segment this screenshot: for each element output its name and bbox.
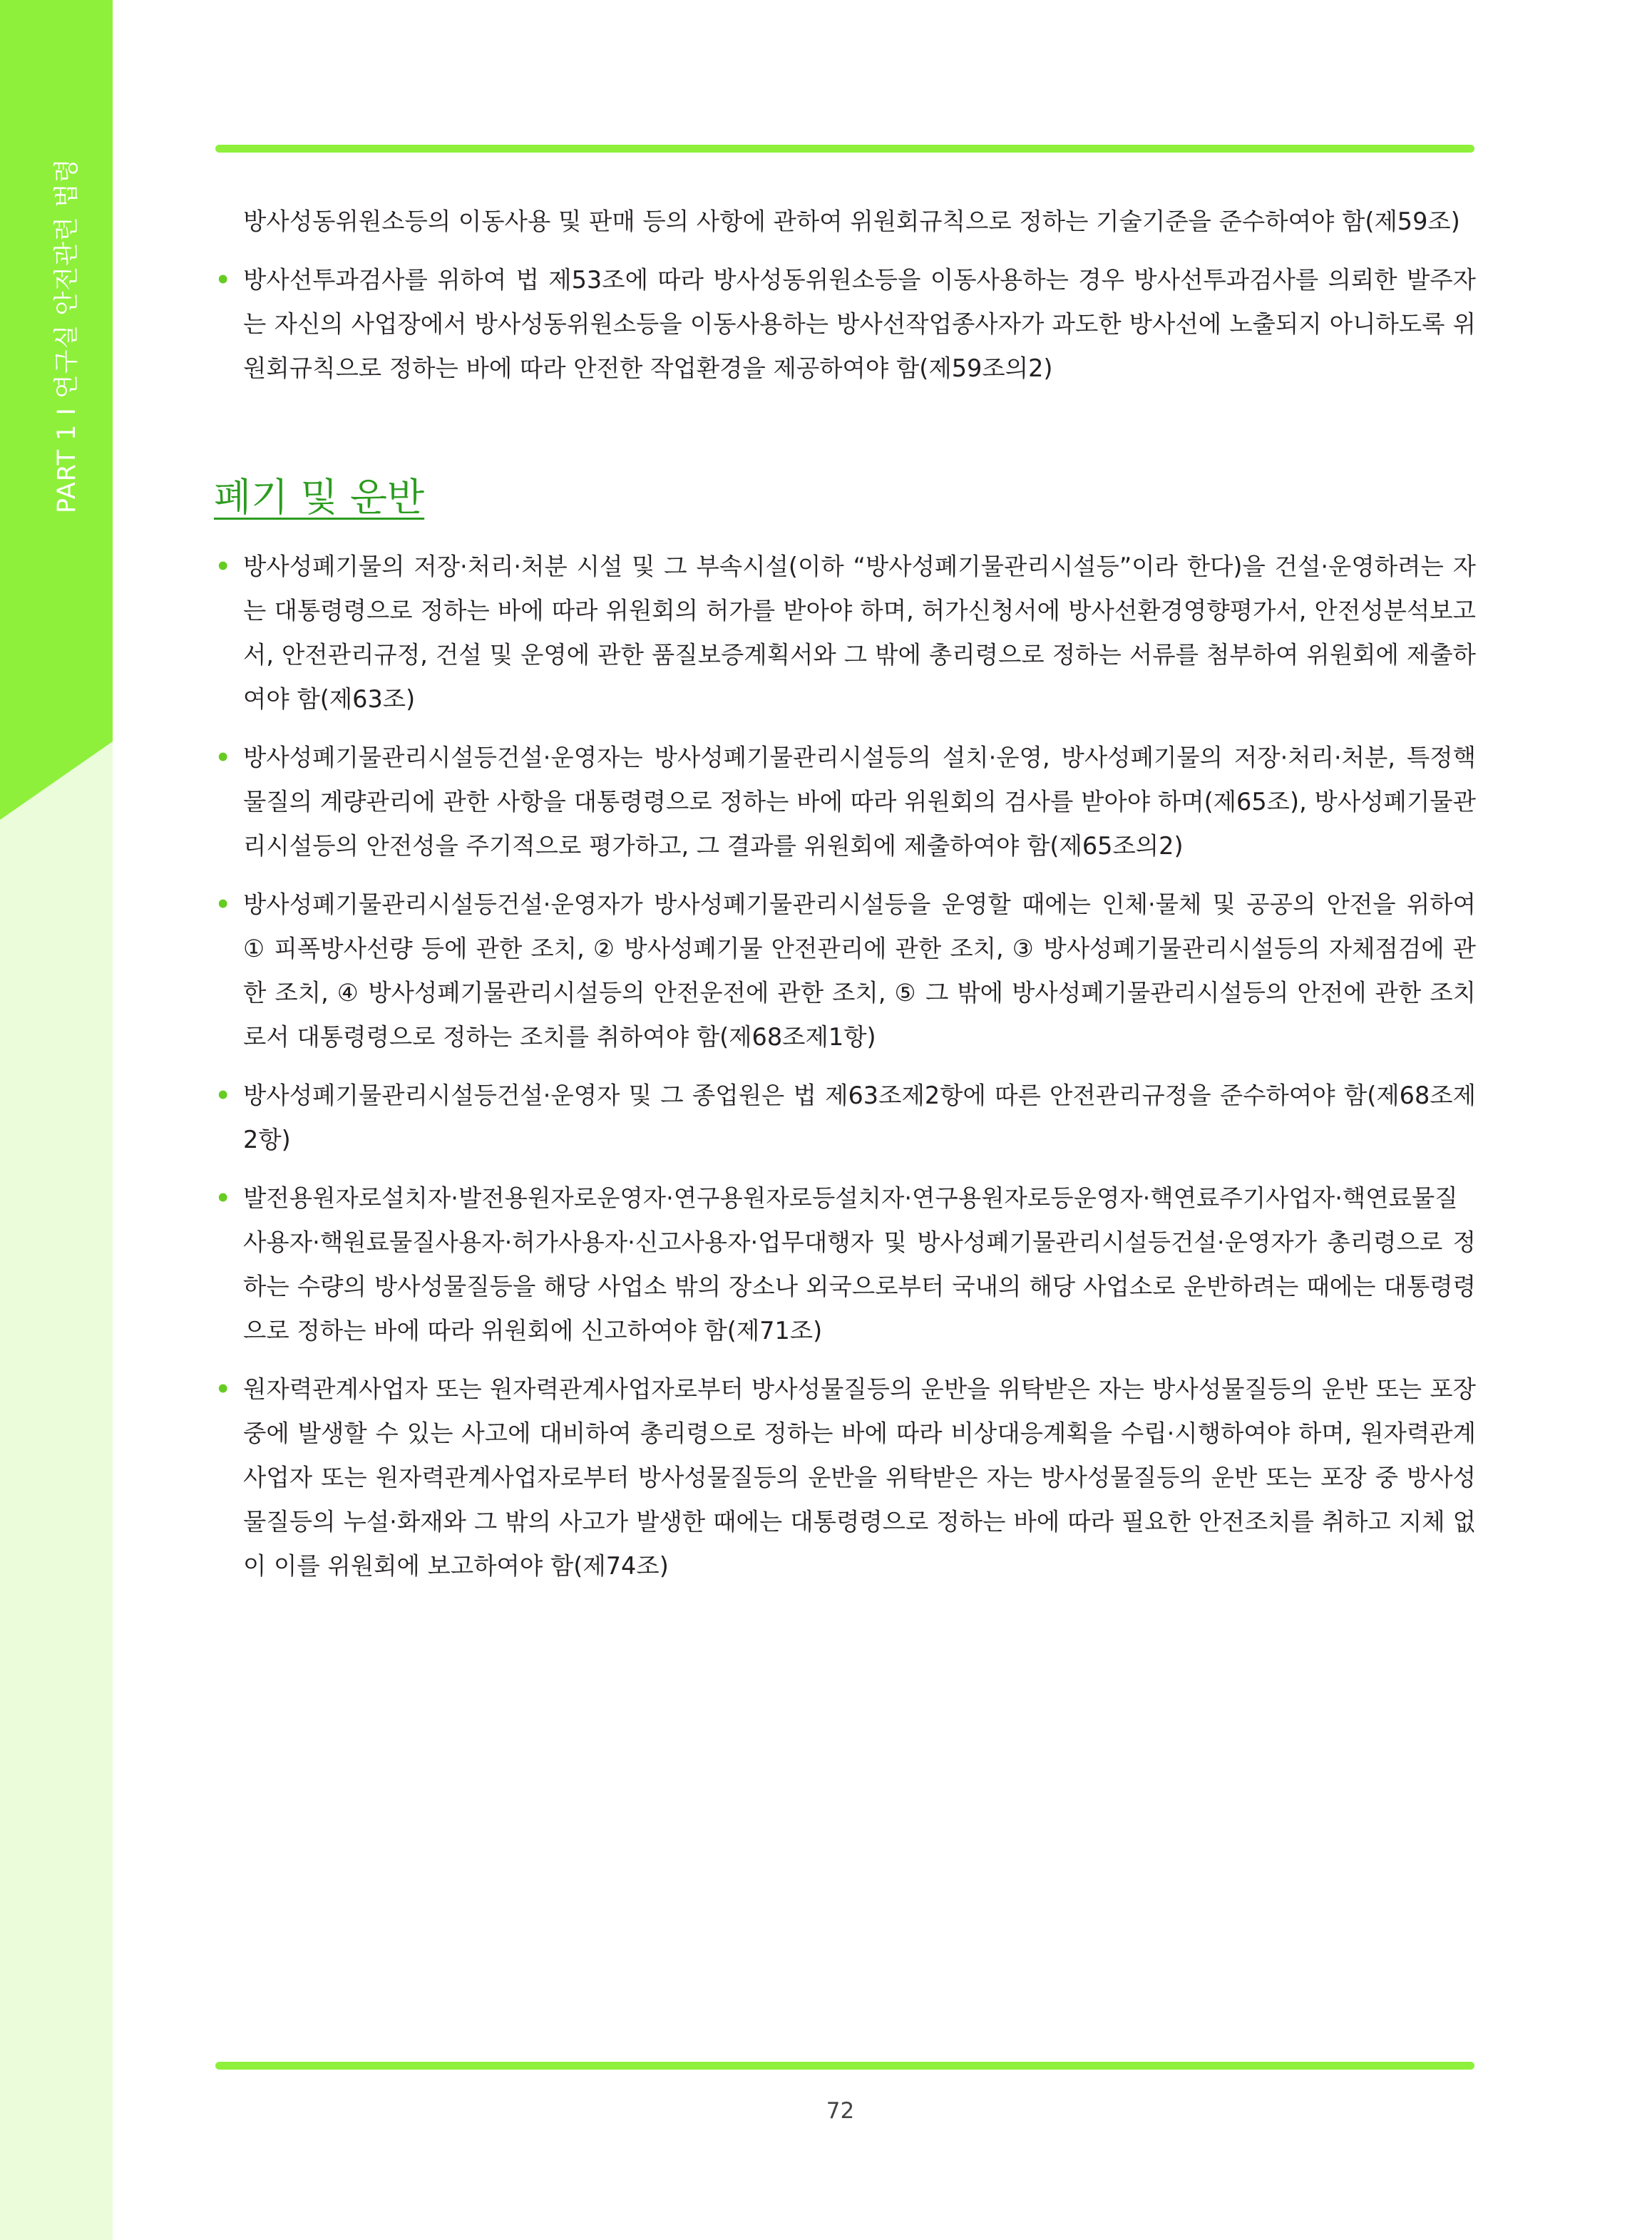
section-heading: 폐기 및 운반 — [214, 475, 425, 520]
bullet-text: 원자력관계사업자 또는 원자력관계사업자로부터 방사성물질등의 운반을 위탁받은 자는 방사성물질등의 운반 또는 포장 중에 발생할 수 있는 사고에 대비하여 총리령으로 정하는 바에 따라 비상대응계획을 수립·시행하여야 하며, 원자력관계사업자 또는 원자력관계사업자로부터 방사성물질등의 운반을 위탁받은 자는 방사성물질등의 운반 또는 포장 중 방사성물질등의 누설·화재와 그 밖의 사고가 발생한 때에는 대통령령으로 정하는 바에 따라 필요한 안전조치를 취하고 지체 없이 이를 위원회에 보고하여야 함(제74조) — [243, 1375, 1476, 1580]
bullet-text: 발전용원자로설치자·발전용원자로운영자·연구용원자로등설치자·연구용원자로등운영자·핵연료주기사업자·핵연료물질사용자·핵원료물질사용자·허가사용자·신고사용자·업무대행자 및 방사성폐기물관리시설등건설·운영자가 총리령으로 정하는 수량의 방사성물질등을 해당 사업소 밖의 장소나 외국으로부터 국내의 해당 사업소로 운반하려는 때에는 대통령령으로 정하는 바에 따라 위원회에 신고하여야 함(제71조) — [243, 1184, 1476, 1345]
bullet-item — [214, 1367, 1476, 1588]
bullet-item — [214, 883, 1476, 1059]
bullet-icon: • — [215, 1082, 231, 1109]
page-number: 72 — [826, 2098, 855, 2124]
bullet-icon: • — [215, 266, 231, 294]
page-content — [214, 200, 1476, 1588]
bullet-text: 방사성폐기물의 저장·처리·처분 시설 및 그 부속시설(이하 “방사성폐기물관리시설등”이라 한다)을 건설·운영하려는 자는 대통령령으로 정하는 바에 따라 위원회의 허가를 받아야 하며, 허가신청서에 방사선환경영향평가서, 안전성분석보고서, 안전관리규정, 건설 및 운영에 관한 품질보증계획서와 그 밖에 총리령으로 정하는 서류를 첨부하여 위원회에 제출하여야 함(제63조) — [243, 553, 1476, 713]
bullet-text: 방사성폐기물관리시설등건설·운영자 및 그 종업원은 법 제63조제2항에 따른 안전관리규정을 준수하여야 함(제68조제2항) — [243, 1082, 1476, 1154]
bullet-item — [214, 258, 1476, 391]
bullet-icon: • — [215, 890, 231, 918]
bullet-icon: • — [215, 553, 231, 580]
intro-paragraph — [214, 200, 1476, 244]
bullet-icon: • — [215, 1375, 231, 1403]
bullet-text: 방사선투과검사를 위하여 법 제53조에 따라 방사성동위원소등을 이동사용하는 경우 방사선투과검사를 의뢰한 발주자는 자신의 사업장에서 방사성동위원소등을 이동사용하는 방사선작업종사자가 과도한 방사선에 노출되지 아니하도록 위원회규칙으로 정하는 바에 따라 안전한 작업환경을 제공하여야 함(제59조의2) — [243, 266, 1476, 382]
bullet-item — [214, 545, 1476, 721]
bottom-divider — [215, 2062, 1474, 2070]
bullet-icon: • — [215, 744, 231, 771]
part-label: PART 1 Ⅰ 연구실 안전관련 법령 — [53, 158, 81, 513]
bullet-text: 방사성폐기물관리시설등건설·운영자는 방사성폐기물관리시설등의 설치·운영, 방사성폐기물의 저장·처리·처분, 특정핵물질의 계량관리에 관한 사항을 대통령령으로 정하는 바에 따라 위원회의 검사를 받아야 하며(제65조), 방사성폐기물관리시설등의 안전성을 주기적으로 평가하고, 그 결과를 위원회에 제출하여야 함(제65조의2) — [243, 744, 1476, 860]
bullet-item — [214, 1074, 1476, 1162]
bullet-item — [214, 736, 1476, 868]
paragraph-text: 방사성동위원소등의 이동사용 및 판매 등의 사항에 관하여 위원회규칙으로 정하는 기술기준을 준수하여야 함(제59조) — [243, 207, 1460, 235]
top-divider — [215, 145, 1474, 153]
bullet-text: 방사성폐기물관리시설등건설·운영자가 방사성폐기물관리시설등을 운영할 때에는 인체·물체 및 공공의 안전을 위하여 ① 피폭방사선량 등에 관한 조치, ② 방사성폐기물 안전관리에 관한 조치, ③ 방사성폐기물관리시설등의 자체점검에 관한 조치, ④ 방사성폐기물관리시설등의 안전운전에 관한 조치, ⑤ 그 밖에 방사성폐기물관리시설등의 안전에 관한 조치로서 대통령령으로 정하는 조치를 취하여야 함(제68조제1항) — [243, 890, 1476, 1051]
bullet-icon: • — [215, 1184, 231, 1212]
bullet-item — [214, 1176, 1476, 1353]
